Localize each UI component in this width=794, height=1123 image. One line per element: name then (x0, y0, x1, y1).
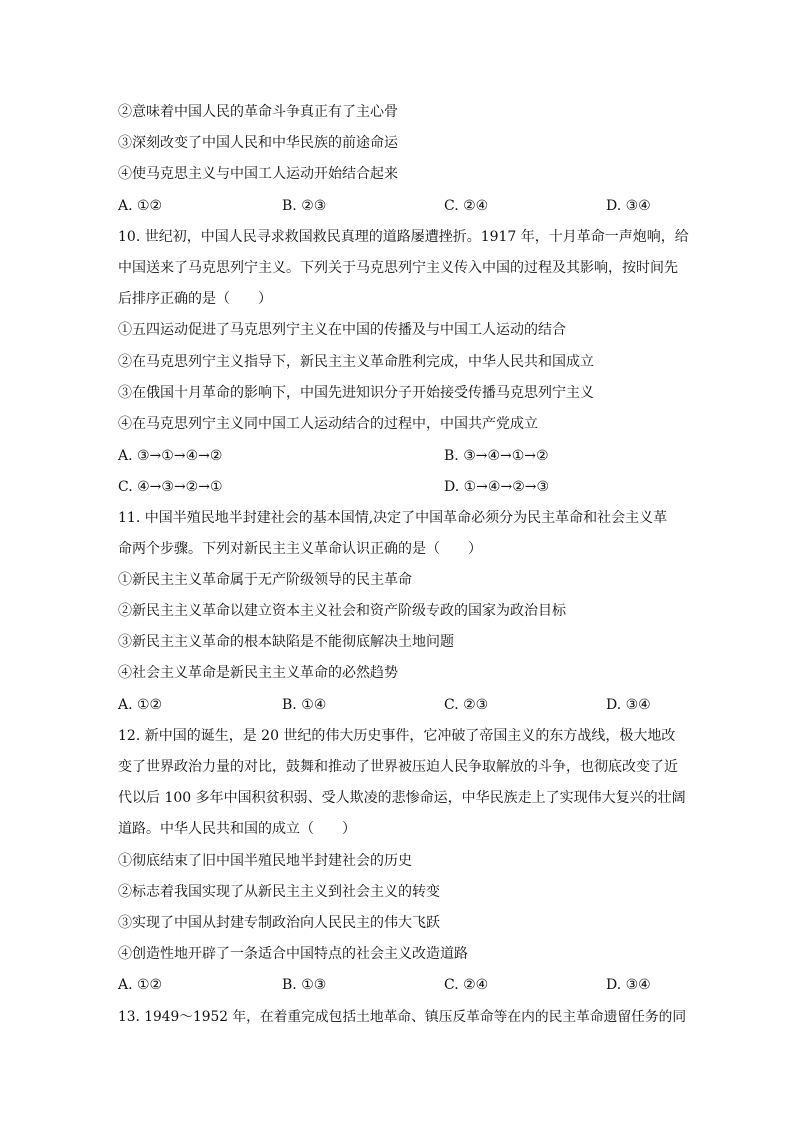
q11-option-b: B. ①④ (282, 697, 327, 713)
q9-option-a: A. ①② (118, 198, 163, 214)
q10-option-b: B. ③→④→①→② (444, 448, 549, 464)
q12-item-2: ②标志着我国实现了从新民主主义到社会主义的转变 (118, 884, 440, 900)
q12-option-d: D. ③④ (606, 977, 651, 993)
q10-stem-line-2: 中国送来了马克思列宁主义。下列关于马克思列宁主义传入中国的过程及其影响，按时间先 (118, 260, 678, 276)
q11-stem-line-1: 11. 中国半殖民地半封建社会的基本国情,决定了中国革命必须分为民主革命和社会主义革 (118, 510, 668, 526)
q10-option-d: D. ①→④→②→③ (444, 479, 550, 495)
q9-item-3: ③深刻改变了中国人民和中华民族的前途命运 (118, 135, 398, 151)
q11-item-1: ①新民主主义革命属于无产阶级领导的民主革命 (118, 572, 412, 588)
q13-stem-line-1: 13. 1949～1952 年，在着重完成包括土地革命、镇压反革命等在内的民主革命遗留任务的同 (118, 1009, 687, 1025)
q12-stem-line-4: 道路。中华人民共和国的成立（ ） (118, 821, 356, 837)
q10-options-row-2 (118, 477, 678, 497)
q10-item-1: ①五四运动促进了马克思列宁主义在中国的传播及与中国工人运动的结合 (118, 322, 566, 338)
q11-options (118, 695, 678, 715)
q12-stem-line-2: 变了世界政治力量的对比，鼓舞和推动了世界被压迫人民争取解放的斗争，也彻底改变了近 (118, 759, 678, 775)
q9-options (118, 196, 678, 216)
q12-item-1: ①彻底结束了旧中国半殖民地半封建社会的历史 (118, 853, 412, 869)
q10-options-row-1 (118, 446, 678, 466)
q11-option-c: C. ②③ (444, 697, 489, 713)
q11-stem-line-2: 命两个步骤。下列对新民主主义革命认识正确的是（ ） (118, 541, 482, 557)
q10-stem-line-1: 10. 世纪初，中国人民寻求救国救民真理的道路屡遭挫折。1917 年，十月革命一声炮响，给 (118, 229, 689, 245)
q10-item-2: ②在马克思列宁主义指导下，新民主主义革命胜利完成，中华人民共和国成立 (118, 354, 594, 370)
q9-item-2: ②意味着中国人民的革命斗争真正有了主心骨 (118, 104, 398, 120)
q12-options (118, 975, 678, 995)
q11-item-2: ②新民主主义革命以建立资本主义社会和资产阶级专政的国家为政治目标 (118, 603, 566, 619)
q12-option-a: A. ①② (118, 977, 163, 993)
q10-item-3: ③在俄国十月革命的影响下，中国先进知识分子开始接受传播马克思列宁主义 (118, 385, 594, 401)
q10-stem-line-3: 后排序正确的是（ ） (118, 291, 272, 307)
q11-item-4: ④社会主义革命是新民主主义革命的必然趋势 (118, 665, 398, 681)
q11-option-a: A. ①② (118, 697, 163, 713)
q9-option-b: B. ②③ (282, 198, 327, 214)
q11-option-d: D. ③④ (606, 697, 651, 713)
q12-option-b: B. ①③ (282, 977, 327, 993)
q11-item-3: ③新民主主义革命的根本缺陷是不能彻底解决土地问题 (118, 634, 454, 650)
q12-item-4: ④创造性地开辟了一条适合中国特点的社会主义改造道路 (118, 946, 468, 962)
q10-option-c: C. ④→③→②→① (118, 479, 223, 495)
q9-item-4: ④使马克思主义与中国工人运动开始结合起来 (118, 166, 398, 182)
q9-option-d: D. ③④ (606, 198, 651, 214)
q12-stem-line-1: 12. 新中国的诞生，是 20 世纪的伟大历史事件，它冲破了帝国主义的东方战线，极大地改 (118, 728, 676, 744)
q12-item-3: ③实现了中国从封建专制政治向人民民主的伟大飞跃 (118, 915, 440, 931)
q10-item-4: ④在马克思列宁主义同中国工人运动结合的过程中，中国共产党成立 (118, 416, 538, 432)
q10-option-a: A. ③→①→④→② (118, 448, 223, 464)
q9-option-c: C. ②④ (444, 198, 489, 214)
q12-option-c: C. ②④ (444, 977, 489, 993)
q12-stem-line-3: 代以后 100 多年中国积贫积弱、受人欺凌的悲惨命运，中华民族走上了实现伟大复兴的壮阔 (118, 790, 686, 806)
